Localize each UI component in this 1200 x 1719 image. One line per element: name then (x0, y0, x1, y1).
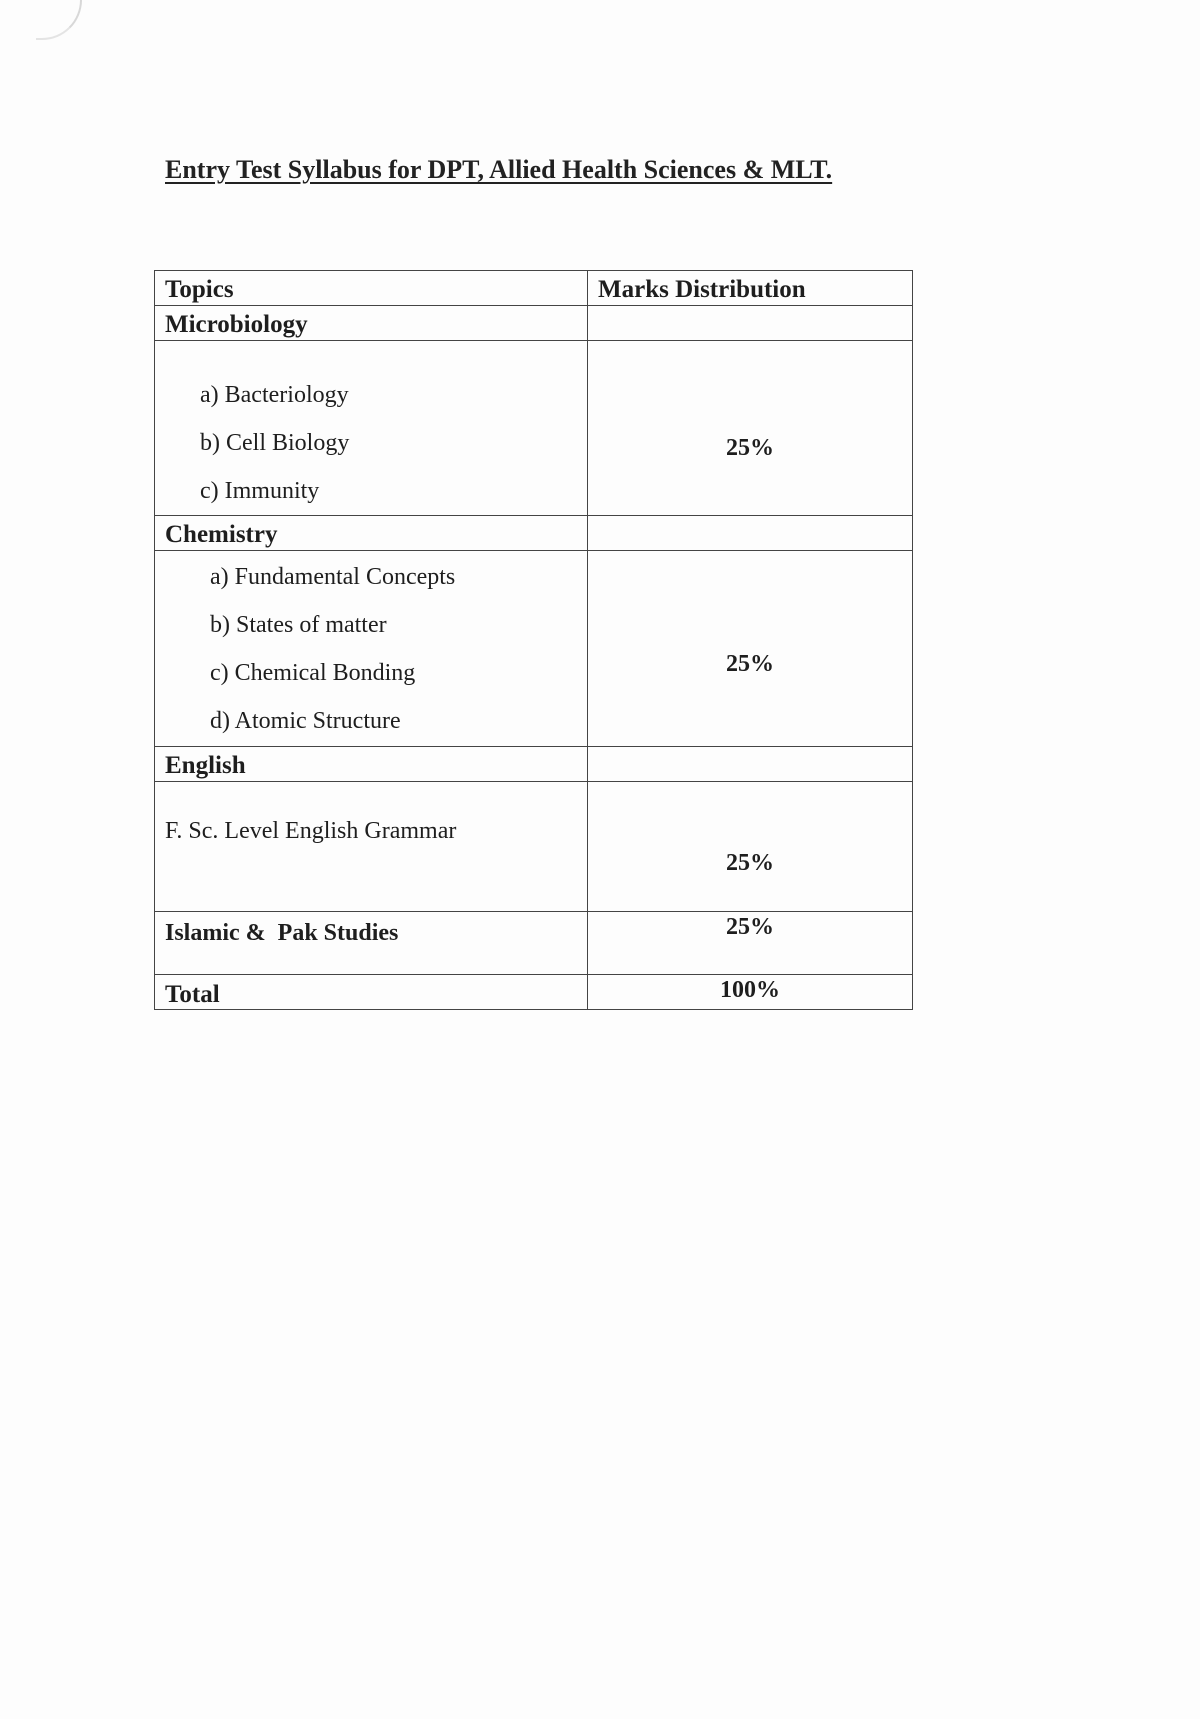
list-item: a) Bacteriology (200, 382, 349, 408)
section-header-empty-cell (588, 306, 913, 341)
islamic-pak-studies-row (155, 912, 913, 975)
section-header-row (155, 306, 913, 341)
islamic-pak-studies-label: Islamic & Pak Studies (155, 912, 588, 975)
list-item: a) Fundamental Concepts (210, 564, 456, 590)
english-topics-cell (155, 782, 588, 912)
list-item: b) Cell Biology (200, 430, 350, 456)
english-topic-text: F. Sc. Level English Grammar (165, 818, 457, 844)
section-name-english: English (155, 747, 588, 782)
microbiology-topic-list (200, 371, 587, 515)
total-row (155, 975, 913, 1010)
section-name-chemistry: Chemistry (155, 516, 588, 551)
syllabus-table (154, 270, 913, 1010)
chemistry-marks: 25% (588, 551, 913, 747)
document-title: Entry Test Syllabus for DPT, Allied Health Sciences & MLT. (165, 155, 833, 184)
section-body-row (155, 551, 913, 747)
section-header-empty-cell (588, 747, 913, 782)
list-item: b) States of matter (210, 612, 387, 638)
list-item: d) Atomic Structure (210, 708, 401, 734)
section-header-row (155, 747, 913, 782)
chemistry-topic-list (210, 553, 587, 745)
section-body-row (155, 782, 913, 912)
total-label: Total (155, 975, 588, 1010)
section-name-microbiology: Microbiology (155, 306, 588, 341)
chemistry-topics-cell (155, 551, 588, 747)
header-topics: Topics (155, 271, 588, 306)
table-header-row (155, 271, 913, 306)
header-marks-distribution: Marks Distribution (588, 271, 913, 306)
microbiology-marks: 25% (588, 341, 913, 516)
section-header-empty-cell (588, 516, 913, 551)
punch-hole-mark (36, 0, 82, 40)
list-item: c) Immunity (200, 478, 320, 504)
english-marks: 25% (588, 782, 913, 912)
total-marks: 100% (588, 975, 913, 1010)
list-item: c) Chemical Bonding (210, 660, 416, 686)
section-body-row (155, 341, 913, 516)
islamic-pak-studies-marks: 25% (588, 912, 913, 975)
section-header-row (155, 516, 913, 551)
microbiology-topics-cell (155, 341, 588, 516)
